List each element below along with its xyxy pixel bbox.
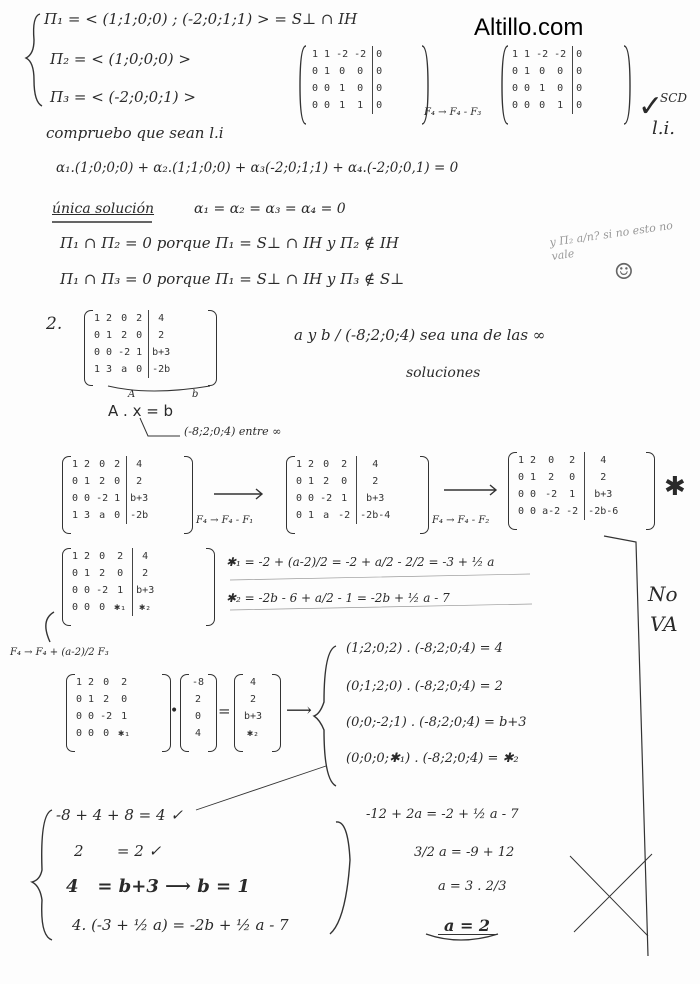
matrix-cell: 2 <box>530 455 537 466</box>
matrix-cell: 0 <box>308 493 315 504</box>
li-label: l.i. <box>652 118 675 139</box>
matrix-cell: 0 <box>296 476 303 487</box>
matrix-cell: 1 <box>117 585 124 596</box>
sys-eq-1: -8 + 4 + 8 = 4 ✓ <box>56 806 183 824</box>
matrix-cell: 0 <box>557 66 564 77</box>
matrix-cell: 4 <box>136 459 143 470</box>
matrix-cell: 0 <box>518 489 525 500</box>
matrix-cell: 1 <box>324 49 331 60</box>
matrix-cell: 0 <box>557 83 564 94</box>
matrix-cell: -2 <box>118 347 131 358</box>
matrix-cell: 1 <box>94 364 101 375</box>
smiley: ☺ <box>614 260 634 285</box>
matrix-cell: 1 <box>512 49 519 60</box>
matrix-cell: 1 <box>539 83 546 94</box>
vector-cell: ✱₂ <box>247 728 260 739</box>
matrix-cell: 1 <box>76 677 83 688</box>
matrix-cell: 0 <box>94 347 101 358</box>
matrix-cell: -2 <box>320 493 333 504</box>
matrix-cell: -2 <box>566 506 579 517</box>
pi1-definition: Π₁ = < (1;1;0;0) ; (-2;0;1;1) > = S⊥ ∩ IH <box>44 10 358 28</box>
matrix-cell: 2 <box>341 459 348 470</box>
matrix-cell: 0 <box>76 711 83 722</box>
matrix-cell: 2 <box>372 476 379 487</box>
scd-label: SCD <box>660 91 688 105</box>
matrix-cell: 2 <box>88 677 95 688</box>
solve-2: 3/2 a = -9 + 12 <box>414 845 515 860</box>
matrix-cell: 0 <box>72 493 79 504</box>
matrix-cell: 1 <box>339 100 346 111</box>
system-axb: A . x = b <box>108 402 174 420</box>
matrix-cell: b+3 <box>152 347 171 358</box>
matrix-cell: 2 <box>114 459 121 470</box>
matrix-cell: b+3 <box>594 489 613 500</box>
matrix-cell: 0 <box>106 347 113 358</box>
matrix-cell: 0 <box>576 83 583 94</box>
vector-cell: 0 <box>195 711 202 722</box>
matrix-cell: 0 <box>121 313 128 324</box>
pi2-definition: Π₂ = < (1;0;0;0) > <box>50 50 191 68</box>
dot-eq-2: (0;1;2;0) . (-8;2;0;4) = 2 <box>346 679 503 694</box>
matrix-cell: 2 <box>158 330 165 341</box>
op-f4-combo: F₄ → F₄ + (a-2)/2 F₃ <box>10 647 109 658</box>
matrix-cell: 0 <box>103 677 110 688</box>
vector-cell: 2 <box>195 694 202 705</box>
matrix-cell: 0 <box>114 476 121 487</box>
matrix-cell: -2b <box>130 510 149 521</box>
matrix-cell: 0 <box>512 100 519 111</box>
implies-arrow: ⟶ <box>286 700 312 721</box>
matrix-cell: 1 <box>357 100 364 111</box>
matrix-cell: 2 <box>121 330 128 341</box>
matrix-cell: 0 <box>339 66 346 77</box>
matrix-cell: 1 <box>72 459 79 470</box>
matrix-cell: 0 <box>84 493 91 504</box>
solve-3: a = 3 . 2/3 <box>438 879 507 894</box>
matrix-cell: 1 <box>72 510 79 521</box>
matrix-cell: 0 <box>569 472 576 483</box>
matrix-cell: 0 <box>539 66 546 77</box>
matrix-cell: 2 <box>121 677 128 688</box>
matrix-cell: 0 <box>117 568 124 579</box>
matrix-cell: 2 <box>117 551 124 562</box>
matrix-cell: 0 <box>518 506 525 517</box>
unique-solution-eq: α₁ = α₂ = α₃ = α₄ = 0 <box>194 201 346 217</box>
matrix-cell: 0 <box>88 711 95 722</box>
watermark: Altillo.com <box>474 14 584 41</box>
matrix-cell: -2 <box>96 493 109 504</box>
matrix-cell: 0 <box>512 66 519 77</box>
matrix-cell: 0 <box>376 83 383 94</box>
matrix-cell: 0 <box>524 100 531 111</box>
matrix-cell: -2 <box>96 585 109 596</box>
matrix-cell: 2 <box>103 694 110 705</box>
matrix-cell: -2 <box>100 711 113 722</box>
matrix-cell: -2 <box>554 49 567 60</box>
matrix-cell: 0 <box>341 476 348 487</box>
equal-sign: = <box>218 702 231 720</box>
matrix-cell: a-2 <box>542 506 561 517</box>
matrix-cell: 1 <box>524 66 531 77</box>
matrix-cell: 1 <box>84 568 91 579</box>
matrix-cell: 0 <box>530 506 537 517</box>
matrix-cell: 4 <box>372 459 379 470</box>
matrix-cell: 0 <box>324 83 331 94</box>
matrix-cell: 0 <box>136 330 143 341</box>
matrix-cell: 1 <box>312 49 319 60</box>
solve-1: -12 + 2a = -2 + ½ a - 7 <box>366 807 519 822</box>
vector-cell: b+3 <box>244 711 263 722</box>
matrix-cell: 2 <box>136 476 143 487</box>
linear-combination-eq: α₁.(1;0;0;0) + α₂.(1;1;0;0) + α₃(-2;0;1;1) + α₄.(-2;0;0,1) = 0 <box>56 160 459 176</box>
matrix-cell: 1 <box>72 551 79 562</box>
matrix-cell: 0 <box>88 728 95 739</box>
star2-equation: ✱₂ = -2b - 6 + a/2 - 1 = -2b + ½ a - 7 <box>226 591 450 605</box>
matrix-cell: 0 <box>324 100 331 111</box>
matrix-cell: 1 <box>136 347 143 358</box>
matrix-cell: 0 <box>376 100 383 111</box>
matrix-cell: 1 <box>569 489 576 500</box>
matrix-cell: 0 <box>312 83 319 94</box>
matrix-cell: 1 <box>84 476 91 487</box>
matrix-cell: 2 <box>84 551 91 562</box>
check-li-text: compruebo que sean l.i <box>46 124 224 142</box>
matrix-cell: b+3 <box>130 493 149 504</box>
matrix-cell: 0 <box>99 459 106 470</box>
matrix-cell: 0 <box>524 83 531 94</box>
matrix-cell: 1 <box>114 493 121 504</box>
matrix-cell: 2 <box>142 568 149 579</box>
matrix-cell: 0 <box>376 66 383 77</box>
no-va-2: VA <box>650 612 678 636</box>
matrix-cell: 0 <box>376 49 383 60</box>
matrix-cell: 2 <box>600 472 607 483</box>
op-f4-f1: F₄ → F₄ - F₁ <box>196 515 254 526</box>
matrix-cell: 2 <box>84 459 91 470</box>
matrix-cell: 2 <box>323 476 330 487</box>
matrix-cell: 1 <box>324 66 331 77</box>
matrix-cell: 1 <box>524 49 531 60</box>
matrix-cell: 3 <box>84 510 91 521</box>
label-A: A <box>128 389 136 400</box>
matrix-cell: 1 <box>121 711 128 722</box>
pi3-definition: Π₃ = < (-2;0;0;1) > <box>50 88 196 106</box>
matrix-cell: b+3 <box>136 585 155 596</box>
matrix-cell: 0 <box>72 568 79 579</box>
matrix-cell: 2 <box>308 459 315 470</box>
matrix-cell: -2 <box>338 510 351 521</box>
sys-eq-2: 2 = 2 ✓ <box>74 842 162 860</box>
matrix-cell: 0 <box>323 459 330 470</box>
matrix-cell: b+3 <box>366 493 385 504</box>
matrix-cell: 0 <box>530 489 537 500</box>
matrix-cell: 2 <box>106 313 113 324</box>
matrix-cell: 0 <box>114 510 121 521</box>
matrix-cell: ✱₂ <box>139 602 152 613</box>
op-f4-f2: F₄ → F₄ - F₂ <box>432 515 490 526</box>
dot-eq-4: (0;0;0;✱₁) . (-8;2;0;4) = ✱₂ <box>346 751 519 766</box>
matrix-cell: 1 <box>106 330 113 341</box>
matrix-cell: ✱₁ <box>118 728 131 739</box>
matrix-cell: -2b-6 <box>588 506 619 517</box>
matrix-cell: 0 <box>296 493 303 504</box>
matrix-cell: -2 <box>536 49 549 60</box>
matrix-cell: 3 <box>106 364 113 375</box>
matrix-cell: 0 <box>72 585 79 596</box>
matrix-cell: 0 <box>103 728 110 739</box>
vector-cell: 2 <box>250 694 257 705</box>
exercise-number: 2. <box>46 314 63 334</box>
matrix-cell: -2b-4 <box>360 510 391 521</box>
matrix-cell: 1 <box>339 83 346 94</box>
matrix-cell: 1 <box>308 510 315 521</box>
matrix-cell: 0 <box>84 602 91 613</box>
asterisk-mark: ✱ <box>664 472 686 502</box>
matrix-cell: 0 <box>539 100 546 111</box>
condition-text-2: soluciones <box>406 365 481 381</box>
matrix-cell: 0 <box>512 83 519 94</box>
matrix-cell: -2 <box>354 49 367 60</box>
matrix-cell: -2b <box>152 364 171 375</box>
check-mark: ✓ <box>638 89 664 124</box>
matrix-cell: 0 <box>72 476 79 487</box>
matrix-cell: a <box>121 364 128 375</box>
dot-operator: • <box>170 703 179 719</box>
matrix-cell: 0 <box>312 100 319 111</box>
matrix-cell: 2 <box>99 476 106 487</box>
matrix-cell: 0 <box>76 694 83 705</box>
label-b: b <box>192 389 199 400</box>
matrix-cell: 0 <box>548 455 555 466</box>
matrix-cell: 0 <box>99 551 106 562</box>
matrix-cell: a <box>323 510 330 521</box>
vector-cell: 4 <box>195 728 202 739</box>
sys-eq-3: 4 = b+3 ⟶ b = 1 <box>66 876 250 897</box>
matrix-cell: 0 <box>518 472 525 483</box>
final-answer: a = 2 <box>438 918 496 935</box>
matrix-cell: 1 <box>94 313 101 324</box>
intersection-pi1-pi3: Π₁ ∩ Π₃ = 0 porque Π₁ = S⊥ ∩ IH y Π₃ ∉ S⊥ <box>60 270 405 288</box>
matrix-cell: 0 <box>72 602 79 613</box>
matrix-cell: 1 <box>308 476 315 487</box>
matrix-cell: -2 <box>336 49 349 60</box>
matrix-cell: -2 <box>545 489 558 500</box>
matrix-cell: a <box>99 510 106 521</box>
matrix-cell: 0 <box>576 100 583 111</box>
sys-eq-4: 4. (-3 + ½ a) = -2b + ½ a - 7 <box>72 916 289 934</box>
matrix-cell: 4 <box>142 551 149 562</box>
matrix-cell: 0 <box>121 694 128 705</box>
vector-cell: 4 <box>250 677 257 688</box>
matrix-cell: 0 <box>84 585 91 596</box>
matrix-cell: 0 <box>76 728 83 739</box>
matrix-cell: 0 <box>576 66 583 77</box>
dot-eq-1: (1;2;0;2) . (-8;2;0;4) = 4 <box>346 641 503 656</box>
matrix-cell: 1 <box>518 455 525 466</box>
matrix-cell: 1 <box>341 493 348 504</box>
matrix-cell: 1 <box>530 472 537 483</box>
matrix-cell: 0 <box>136 364 143 375</box>
matrix-cell: 1 <box>296 459 303 470</box>
row-op-f4-f3: F₄ → F₄ - F₃ <box>424 107 482 118</box>
dot-eq-3: (0;0;-2;1) . (-8;2;0;4) = b+3 <box>346 715 527 730</box>
matrix-cell: 2 <box>99 568 106 579</box>
condition-text: a y b / (-8;2;0;4) sea una de las ∞ <box>294 326 546 344</box>
no-va: No <box>648 582 678 606</box>
matrix-cell: 1 <box>88 694 95 705</box>
margin-note: y Π₂ a/n? si no esto no vale <box>548 218 674 263</box>
matrix-cell: 2 <box>136 313 143 324</box>
matrix-cell: 2 <box>569 455 576 466</box>
matrix-cell: 0 <box>357 83 364 94</box>
matrix-cell: 1 <box>557 100 564 111</box>
matrix-cell: 0 <box>312 66 319 77</box>
matrix-cell: ✱₁ <box>114 602 127 613</box>
matrix-cell: 0 <box>576 49 583 60</box>
intersection-pi1-pi2: Π₁ ∩ Π₂ = 0 porque Π₁ = S⊥ ∩ IH y Π₂ ∉ IH <box>60 234 399 252</box>
matrix-cell: 2 <box>548 472 555 483</box>
matrix-cell: 0 <box>296 510 303 521</box>
matrix-cell: 4 <box>158 313 165 324</box>
vector-cell: -8 <box>192 677 205 688</box>
matrix-cell: 0 <box>94 330 101 341</box>
matrix-cell: 0 <box>99 602 106 613</box>
matrix-cell: 0 <box>357 66 364 77</box>
solution-note: (-8;2;0;4) entre ∞ <box>184 425 282 438</box>
matrix-cell: 4 <box>600 455 607 466</box>
unique-solution-label: única solución <box>52 201 155 217</box>
star1-equation: ✱₁ = -2 + (a-2)/2 = -2 + a/2 - 2/2 = -3 + ½ a <box>226 555 495 569</box>
